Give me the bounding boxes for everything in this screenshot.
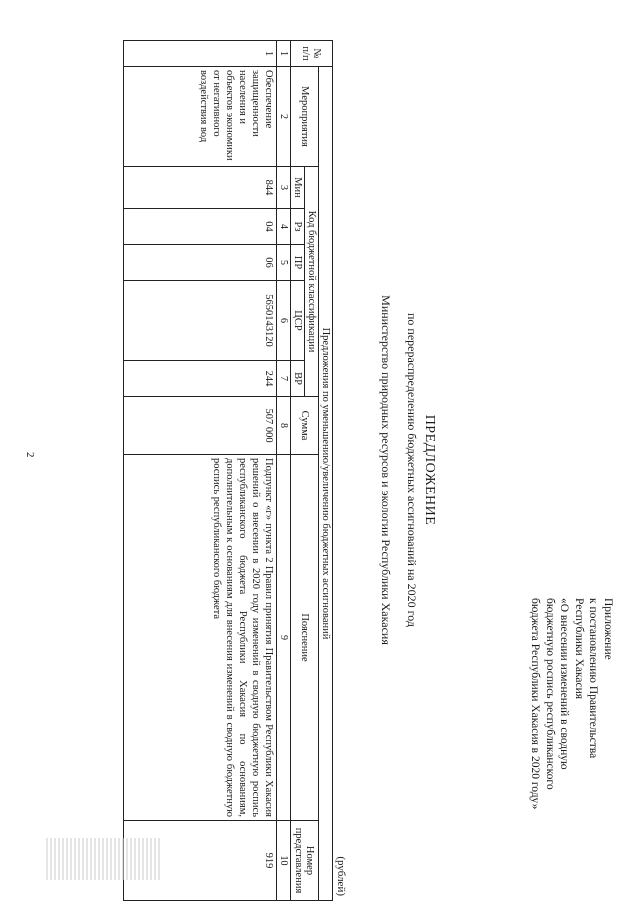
document-title: ПРЕДЛОЖЕНИЕ: [422, 414, 437, 526]
units-label: (рублей): [335, 856, 347, 896]
cell-vr: 244: [124, 361, 277, 397]
header-rz: Рз: [291, 209, 305, 245]
page-number: 2: [24, 452, 36, 458]
document-subtitle: по перераспределению бюджетных ассигнований на 2020 год: [405, 312, 419, 628]
cell-min: 844: [124, 167, 277, 209]
column-number: 2: [277, 67, 291, 167]
header-vr: ВР: [291, 361, 305, 397]
appendix-line: бюджета Республики Хакасия в 2020 году»: [529, 598, 542, 810]
cell-presentation: 919: [124, 821, 277, 901]
column-number: 9: [277, 455, 291, 821]
column-number: 8: [277, 397, 291, 455]
appendix-line: Приложение: [602, 598, 614, 660]
cell-sum: 507 000: [124, 397, 277, 455]
reallocation-table: [123, 40, 333, 901]
column-number: 6: [277, 281, 291, 361]
header-presentation: Номер представления: [291, 821, 319, 901]
column-number: 10: [277, 821, 291, 901]
appendix-line: бюджетную роспись республиканского: [544, 598, 556, 790]
header-group: Предложения по уменьшению/увеличению бюджетных ассигнований: [319, 67, 333, 901]
appendix-line: «О внесении изменений в сводную: [558, 598, 571, 770]
cell-explanation: Подпункт «г» пункта 2 Правил принятия Правительством Республики Хакасия решений о внесении в 2020 году изменений в сводную бюджетную роспись республиканского бюджета Республики Хакасия по основаниям, дополнительным к основаниям для внесения изменений в сводную бюджетную роспись республиканского бюджета: [124, 455, 277, 821]
column-number: 5: [277, 245, 291, 281]
cell-pr: 06: [124, 245, 277, 281]
header-min: Мин: [291, 167, 305, 209]
faded-stamp: [46, 838, 161, 880]
header-csr: ЦСР: [291, 281, 305, 361]
ministry-name: Министерство природных ресурсов и экологии Республики Хакасия: [379, 295, 393, 645]
cell-csr: 5650143120: [124, 281, 277, 361]
column-number: 1: [277, 41, 291, 67]
header-budget-code: Код бюджетной классификации: [305, 167, 319, 397]
header-event: Мероприятия: [291, 67, 319, 167]
cell-rz: 04: [124, 209, 277, 245]
header-pr: ПР: [291, 245, 305, 281]
header-sum: Сумма: [291, 397, 319, 455]
header-explanation: Пояснение: [291, 455, 319, 821]
cell-num: 1: [124, 41, 277, 67]
column-number: 3: [277, 167, 291, 209]
appendix-block: [528, 598, 615, 898]
rotated-document: [35, 40, 615, 900]
header-num: № п/п: [291, 41, 333, 67]
table-row: [124, 41, 277, 901]
column-number-row: [277, 41, 291, 901]
cell-event: Обеспечение защищенности населения и объектов экономики от негативного воздействия вод: [124, 67, 277, 167]
appendix-line: к постановлению Правительства: [587, 598, 600, 759]
appendix-line: Республики Хакасия: [573, 598, 585, 700]
column-number: 4: [277, 209, 291, 245]
column-number: 7: [277, 361, 291, 397]
